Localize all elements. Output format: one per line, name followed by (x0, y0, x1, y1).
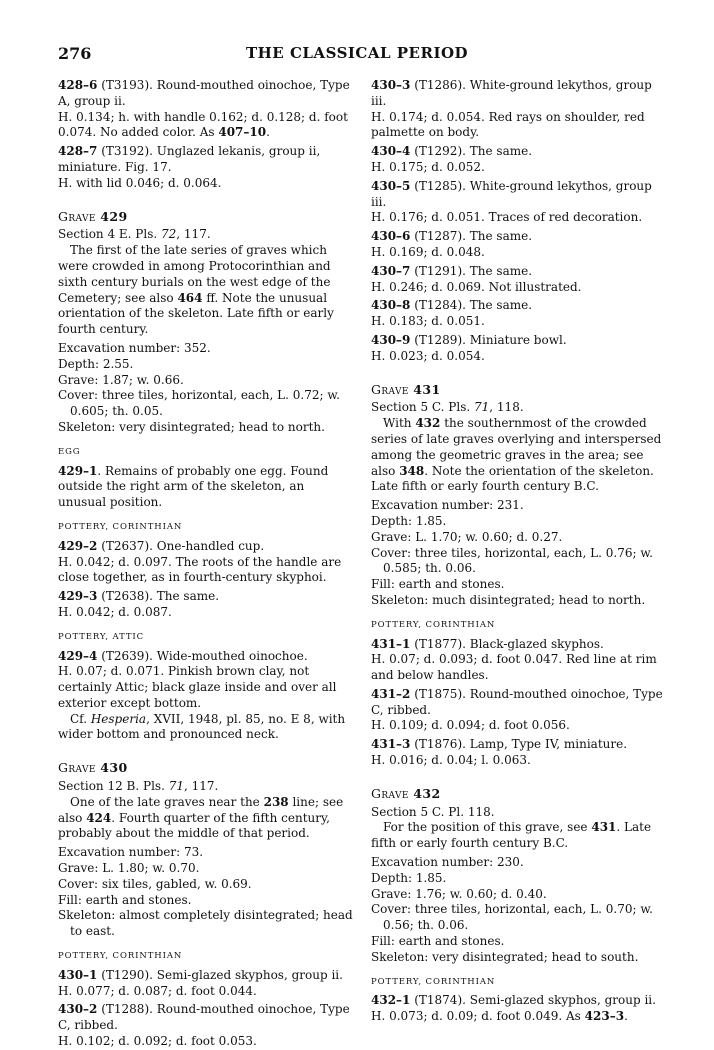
entry-dimensions: H. 0.077; d. 0.087; d. foot 0.044. (58, 983, 257, 998)
entry-dimensions: H. 0.042; d. 0.097. The roots of the handle are close together, as in fourth-century skyphoi. (58, 554, 342, 585)
entry-text: (T1284). The same. (410, 298, 533, 313)
category-heading: POTTERY, CORINTHIAN (371, 619, 496, 630)
grave-description (371, 416, 667, 495)
entry-id: 430–2 (58, 1002, 98, 1017)
description-text: . Late fifth or early fourth century B.C. (371, 820, 652, 851)
section-text: , 117. (183, 779, 219, 794)
description-text: For the position of this grave, see (383, 820, 592, 835)
entry-dimensions: H. 0.175; d. 0.052. (371, 159, 485, 174)
entry-text: (T2639). Wide-mouthed oinochoe. (97, 648, 308, 663)
skeleton: Skeleton: almost completely disintegrated; head to east. (58, 908, 353, 939)
entry-dimensions: H. 0.109; d. 0.094; d. foot 0.056. (371, 718, 570, 733)
plate-ref: 71 (474, 400, 490, 415)
entry-text: (T1287). The same. (410, 229, 533, 244)
excavation-number: Excavation number: 352. (58, 340, 211, 355)
entry-dimensions: H. 0.07; d. 0.071. Pinkish brown clay, not certainly Attic; black glaze inside and over all exterior except bottom. (58, 664, 337, 710)
entry-id: 430–6 (371, 229, 411, 244)
excavation-number: Excavation number: 231. (371, 498, 524, 513)
comparanda (58, 712, 354, 744)
entry-text: (T1288). Round-mouthed oinochoe, Type C, ribbed. (58, 1002, 350, 1033)
catalog-entry (371, 229, 667, 245)
section-text: , 118. (489, 400, 524, 415)
entry-id: 429–3 (58, 589, 98, 604)
section-line (58, 227, 354, 243)
entry-id: 431–2 (371, 686, 411, 701)
catalog-entry (58, 78, 354, 110)
entry-id: 428–7 (58, 144, 98, 159)
grave-description (371, 820, 667, 852)
grave-heading (371, 382, 667, 398)
excavation-number: Excavation number: 230. (371, 855, 524, 870)
entry-text: (T1286). White-ground lekythos, group iii. (371, 78, 652, 108)
entry-dimensions: H. 0.016; d. 0.04; l. 0.063. (371, 753, 531, 768)
entry-id: 430–3 (371, 78, 411, 92)
running-header (58, 44, 656, 68)
entry-text: (T1874). Semi-glazed skyphos, group ii. (410, 993, 656, 1008)
grave-label: Grave (58, 760, 101, 776)
entry-text: (T1290). Semi-glazed skyphos, group ii. (97, 967, 343, 982)
section-line (58, 779, 354, 795)
cover: Cover: six tiles, gabled, w. 0.69. (58, 876, 252, 891)
catalog-entry (371, 637, 667, 653)
skeleton: Skeleton: very disintegrated; head to north. (58, 419, 325, 434)
grave-label: Grave (371, 785, 414, 801)
grave-size: Grave: L. 1.80; w. 0.70. (58, 861, 200, 876)
grave-number: 432 (413, 785, 441, 801)
entry-text: (T1289). Miniature bowl. (410, 332, 567, 347)
dimensions-text: . (266, 125, 270, 140)
catalog-entry (58, 464, 354, 511)
entry-text: (T2637). One-handled cup. (97, 538, 265, 553)
description-text: . Fourth quarter of the fifth century, probably about the middle of that period. (58, 810, 330, 841)
grave-description (58, 795, 354, 842)
grave-heading (58, 760, 354, 776)
cover: Cover: three tiles, horizontal, each, L. 0.70; w. 0.56; th. 0.06. (371, 902, 653, 933)
catalog-entry (58, 589, 354, 605)
plate-ref: 71 (168, 779, 184, 794)
cross-reference: 432 (415, 416, 441, 431)
grave-description (58, 243, 354, 338)
grave-size: Grave: 1.87; w. 0.66. (58, 372, 184, 387)
entry-id: 430–4 (371, 144, 411, 159)
dimensions-text: H. 0.134; h. with handle 0.162; d. 0.128; d. foot 0.074. No added color. As (58, 109, 348, 140)
section-text: Section 12 B. Pls. (58, 779, 169, 794)
section-text: , 117. (176, 227, 211, 242)
entry-dimensions: H. 0.07; d. 0.093; d. foot 0.047. Red line at rim and below handles. (371, 652, 657, 683)
entry-id: 432–1 (371, 993, 411, 1008)
entry-text: (T1875). Round-mouthed oinochoe, Type C, ribbed. (371, 686, 663, 717)
entry-id: 428–6 (58, 78, 98, 92)
entry-dimensions: H. 0.176; d. 0.051. Traces of red decoration. (371, 210, 643, 225)
left-column (58, 78, 354, 1050)
fill: Fill: earth and stones. (58, 892, 192, 907)
section-line (371, 400, 667, 416)
fill: Fill: earth and stones. (371, 577, 505, 592)
catalog-entry (371, 333, 667, 349)
grave-heading (371, 786, 667, 802)
entry-dimensions: H. 0.246; d. 0.069. Not illustrated. (371, 279, 582, 294)
skeleton: Skeleton: much disintegrated; head to north. (371, 592, 646, 607)
catalog-entry (371, 144, 667, 160)
entry-id: 430–5 (371, 178, 411, 193)
section-text: Section 5 C. Pls. (371, 400, 475, 415)
entry-text: (T1291). The same. (410, 263, 533, 278)
grave-size: Grave: L. 1.70; w. 0.60; d. 0.27. (371, 529, 563, 544)
entry-dimensions: H. 0.023; d. 0.054. (371, 348, 485, 363)
entry-text: (T1292). The same. (410, 144, 533, 159)
category-heading: EGG (58, 446, 81, 457)
catalog-entry (371, 993, 667, 1009)
entry-dimensions: H. 0.183; d. 0.051. (371, 314, 485, 329)
catalog-entry (58, 144, 354, 176)
running-title: THE CLASSICAL PERIOD (245, 44, 469, 62)
cross-reference: 431 (591, 820, 617, 835)
entry-id: 431–1 (371, 636, 411, 651)
category-heading: POTTERY, ATTIC (58, 631, 145, 642)
category-heading: POTTERY, CORINTHIAN (58, 521, 183, 532)
catalog-entry (58, 1002, 354, 1034)
entry-text: . Remains of probably one egg. Found outside the right arm of the skeleton, an unusual position. (58, 463, 329, 510)
grave-number: 431 (413, 381, 441, 397)
cross-reference: 348 (399, 463, 425, 478)
entry-dimensions: H. 0.042; d. 0.087. (58, 604, 172, 619)
grave-size: Grave: 1.76; w. 0.60; d. 0.40. (371, 886, 547, 901)
entry-dimensions (58, 110, 354, 142)
entry-id: 431–3 (371, 737, 411, 752)
comparanda-text: Cf. (70, 711, 91, 726)
entry-text: (T1877). Black-glazed skyphos. (410, 636, 604, 651)
description-text: . Note the orientation of the skeleton. Late fifth or early fourth century B.C. (371, 463, 654, 494)
description-text: One of the late graves near the (70, 794, 264, 809)
description-text: ff. Note the unusual orientation of the skeleton. Late fifth or early fourth century. (58, 290, 334, 337)
entry-dimensions (371, 1009, 667, 1025)
plate-ref: 72 (161, 227, 177, 242)
grave-label: Grave (371, 381, 414, 397)
entry-text: (T3193). Round-mouthed oinochoe, Type A, group ii. (58, 78, 350, 108)
catalog-entry (371, 298, 667, 314)
entry-id: 429–2 (58, 538, 98, 553)
catalog-entry (371, 264, 667, 280)
entry-dimensions: H. with lid 0.046; d. 0.064. (58, 175, 222, 190)
entry-id: 430–8 (371, 298, 411, 313)
catalog-entry (371, 78, 667, 110)
depth: Depth: 2.55. (58, 356, 134, 371)
dimensions-text: H. 0.073; d. 0.09; d. foot 0.049. As (371, 1009, 585, 1024)
description-text: line; see also (58, 794, 344, 825)
catalog-entry (58, 649, 354, 665)
entry-id: 429–4 (58, 648, 98, 663)
entry-text: (T1285). White-ground lekythos, group iii. (371, 178, 652, 209)
grave-number: 430 (100, 760, 128, 776)
cross-reference: 407–10 (218, 125, 267, 140)
cross-reference: 424 (86, 810, 112, 825)
description-text: With (383, 416, 416, 431)
section-text: Section 4 E. Pls. (58, 227, 162, 242)
grave-label: Grave (58, 208, 101, 224)
skeleton: Skeleton: very disintegrated; head to south. (371, 949, 639, 964)
entry-id: 430–1 (58, 967, 98, 982)
grave-heading (58, 209, 354, 225)
cover: Cover: three tiles, horizontal, each, L. 0.76; w. 0.585; th. 0.06. (371, 545, 653, 576)
entry-text: (T2638). The same. (97, 589, 220, 604)
page-number: 276 (58, 44, 92, 63)
cross-reference: 238 (263, 794, 289, 809)
description-text: The first of the late series of graves which were crowded in among Protocorinthian and sixth century burials on the west edge of the Cemetery; see also (58, 243, 331, 305)
category-heading: POTTERY, CORINTHIAN (58, 951, 183, 962)
catalog-entry (371, 179, 667, 211)
section-line: Section 5 C. Pl. 118. (371, 804, 495, 819)
entry-dimensions: H. 0.174; d. 0.054. Red rays on shoulder, red palmette on body. (371, 109, 645, 140)
entry-id: 430–7 (371, 263, 411, 278)
cross-reference: 423–3 (584, 1009, 625, 1024)
depth: Depth: 1.85. (371, 513, 447, 528)
catalog-entry (371, 737, 667, 753)
grave-number: 429 (100, 208, 128, 224)
entry-text: (T3192). Unglazed lekanis, group ii, miniature. Fig. 17. (58, 144, 321, 174)
description-text: the southernmost of the crowded series of late graves overlying and interspersed among the geometric graves in the area; see also (371, 416, 662, 478)
entry-id: 430–9 (371, 332, 411, 347)
catalog-entry (58, 539, 354, 555)
entry-dimensions: H. 0.102; d. 0.092; d. foot 0.053. (58, 1034, 257, 1049)
dimensions-text: . (624, 1009, 628, 1024)
entry-dimensions: H. 0.169; d. 0.048. (371, 244, 485, 259)
right-column (371, 78, 667, 1025)
entry-text: (T1876). Lamp, Type IV, miniature. (410, 737, 628, 752)
depth: Depth: 1.85. (371, 870, 447, 885)
comparanda-text: , XVII, 1948, pl. 85, no. E 8, with wider bottom and pronounced neck. (58, 711, 346, 742)
cross-reference: 464 (177, 290, 203, 305)
excavation-number: Excavation number: 73. (58, 845, 204, 860)
catalog-entry (371, 687, 667, 719)
catalog-entry (58, 968, 354, 984)
category-heading: POTTERY, CORINTHIAN (371, 976, 496, 987)
cover: Cover: three tiles, horizontal, each, L. 0.72; w. 0.605; th. 0.05. (58, 388, 340, 419)
journal-title: Hesperia (90, 711, 147, 726)
entry-id: 429–1 (58, 463, 98, 478)
fill: Fill: earth and stones. (371, 934, 505, 949)
